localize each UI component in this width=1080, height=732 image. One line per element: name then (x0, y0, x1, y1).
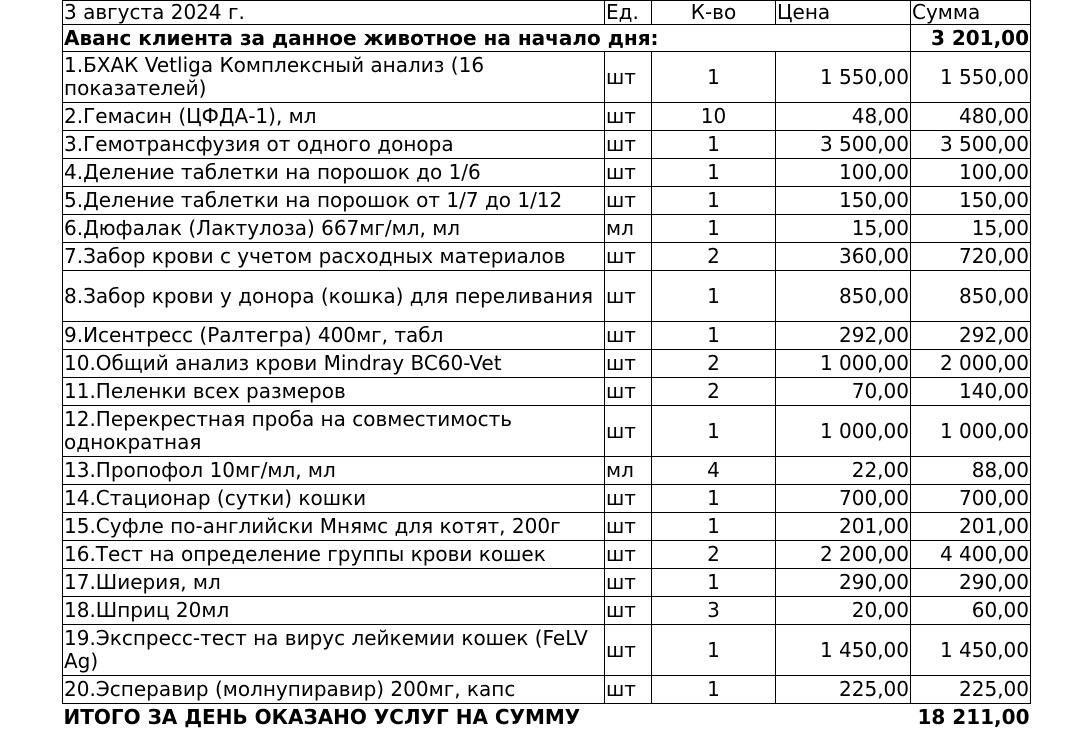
item-qty: 2 (652, 350, 776, 378)
item-sum: 225,00 (911, 676, 1031, 704)
item-sum: 700,00 (911, 485, 1031, 513)
item-qty: 1 (652, 513, 776, 541)
item-name: 20.Эсперавир (молнупиравир) 200мг, капс (63, 676, 605, 704)
item-name: 5.Деление таблетки на порошок от 1/7 до 1/12 (63, 187, 605, 215)
item-price: 290,00 (776, 569, 911, 597)
item-qty: 1 (652, 271, 776, 322)
item-price: 3 500,00 (776, 131, 911, 159)
item-price: 15,00 (776, 215, 911, 243)
item-unit: шт (605, 676, 652, 704)
item-unit: шт (605, 541, 652, 569)
item-sum: 1 550,00 (911, 52, 1031, 103)
item-sum: 1 450,00 (911, 625, 1031, 676)
table-row (63, 457, 1031, 485)
item-qty: 1 (652, 406, 776, 457)
item-qty: 1 (652, 322, 776, 350)
item-qty: 10 (652, 103, 776, 131)
item-price: 150,00 (776, 187, 911, 215)
item-price: 850,00 (776, 271, 911, 322)
item-qty: 2 (652, 243, 776, 271)
item-sum: 290,00 (911, 569, 1031, 597)
item-name: 17.Шиерия, мл (63, 569, 605, 597)
item-unit: шт (605, 485, 652, 513)
advance-spacer (776, 25, 911, 52)
item-name: 8.Забор крови у донора (кошка) для переливания (63, 271, 605, 322)
item-sum: 100,00 (911, 159, 1031, 187)
total-label: ИТОГО ЗА ДЕНЬ ОКАЗАНО УСЛУГ НА СУММУ (63, 705, 581, 729)
advance-value: 3 201,00 (911, 25, 1031, 52)
item-qty: 1 (652, 569, 776, 597)
item-qty: 1 (652, 187, 776, 215)
item-unit: мл (605, 215, 652, 243)
item-price: 100,00 (776, 159, 911, 187)
item-name: 10.Общий анализ крови Mindray BC60-Vet (63, 350, 605, 378)
item-qty: 1 (652, 52, 776, 103)
table-row (63, 215, 1031, 243)
header-sum: Сумма (911, 1, 1031, 25)
item-qty: 3 (652, 597, 776, 625)
total-row (63, 704, 1031, 732)
item-unit: шт (605, 513, 652, 541)
item-name: 19.Экспресс-тест на вирус лейкемии кошек (FeLV Ag) (63, 625, 605, 676)
item-unit: мл (605, 457, 652, 485)
table-row (63, 513, 1031, 541)
item-name: 16.Тест на определение группы крови кошек (63, 541, 605, 569)
item-unit: шт (605, 406, 652, 457)
table-row (63, 103, 1031, 131)
item-qty: 1 (652, 676, 776, 704)
item-price: 225,00 (776, 676, 911, 704)
total-value: 18 211,00 (917, 705, 1030, 729)
table-row (63, 625, 1031, 676)
item-price: 292,00 (776, 322, 911, 350)
table-row (63, 406, 1031, 457)
item-qty: 1 (652, 485, 776, 513)
item-price: 22,00 (776, 457, 911, 485)
item-qty: 2 (652, 541, 776, 569)
item-price: 1 550,00 (776, 52, 911, 103)
item-name: 11.Пеленки всех размеров (63, 378, 605, 406)
item-qty: 1 (652, 131, 776, 159)
table-row (63, 271, 1031, 322)
item-sum: 60,00 (911, 597, 1031, 625)
item-sum: 292,00 (911, 322, 1031, 350)
item-sum: 3 500,00 (911, 131, 1031, 159)
item-price: 48,00 (776, 103, 911, 131)
item-qty: 1 (652, 625, 776, 676)
table-row (63, 541, 1031, 569)
item-sum: 720,00 (911, 243, 1031, 271)
table-row (63, 159, 1031, 187)
item-sum: 2 000,00 (911, 350, 1031, 378)
invoice-table (62, 0, 1031, 731)
item-qty: 4 (652, 457, 776, 485)
item-price: 20,00 (776, 597, 911, 625)
table-row (63, 187, 1031, 215)
table-row (63, 378, 1031, 406)
table-row (63, 243, 1031, 271)
item-sum: 150,00 (911, 187, 1031, 215)
item-unit: шт (605, 350, 652, 378)
header-qty: К-во (652, 1, 776, 25)
item-price: 360,00 (776, 243, 911, 271)
item-price: 1 000,00 (776, 350, 911, 378)
header-unit: Ед. (605, 1, 652, 25)
header-row (63, 1, 1031, 25)
item-price: 201,00 (776, 513, 911, 541)
advance-label: Аванс клиента за данное животное на начало дня: (63, 25, 776, 52)
item-name: 13.Пропофол 10мг/мл, мл (63, 457, 605, 485)
header-price: Цена (776, 1, 911, 25)
item-qty: 2 (652, 378, 776, 406)
item-sum: 201,00 (911, 513, 1031, 541)
item-qty: 1 (652, 215, 776, 243)
item-name: 4.Деление таблетки на порошок до 1/6 (63, 159, 605, 187)
item-name: 18.Шприц 20мл (63, 597, 605, 625)
item-sum: 480,00 (911, 103, 1031, 131)
table-row (63, 52, 1031, 103)
item-name: 7.Забор крови с учетом расходных материалов (63, 243, 605, 271)
item-unit: шт (605, 103, 652, 131)
item-unit: шт (605, 159, 652, 187)
total-spacer (776, 704, 911, 732)
item-unit: шт (605, 322, 652, 350)
item-unit: шт (605, 625, 652, 676)
item-unit: шт (605, 378, 652, 406)
table-row (63, 597, 1031, 625)
item-name: 14.Стационар (сутки) кошки (63, 485, 605, 513)
item-qty: 1 (652, 159, 776, 187)
item-sum: 1 000,00 (911, 406, 1031, 457)
item-name: 1.БХАК Vetliga Комплексный анализ (16 показателей) (63, 52, 605, 103)
item-price: 70,00 (776, 378, 911, 406)
item-sum: 15,00 (911, 215, 1031, 243)
item-name: 3.Гемотрансфузия от одного донора (63, 131, 605, 159)
item-price: 2 200,00 (776, 541, 911, 569)
table-row (63, 676, 1031, 704)
item-sum: 850,00 (911, 271, 1031, 322)
item-name: 6.Дюфалак (Лактулоза) 667мг/мл, мл (63, 215, 605, 243)
item-name: 2.Гемасин (ЦФДА-1), мл (63, 103, 605, 131)
table-row (63, 569, 1031, 597)
item-unit: шт (605, 187, 652, 215)
item-unit: шт (605, 569, 652, 597)
item-unit: шт (605, 131, 652, 159)
item-name: 15.Суфле по-английски Мнямс для котят, 200г (63, 513, 605, 541)
table-row (63, 350, 1031, 378)
item-name: 12.Перекрестная проба на совместимость однократная (63, 406, 605, 457)
item-sum: 88,00 (911, 457, 1031, 485)
item-unit: шт (605, 243, 652, 271)
items-body (63, 52, 1031, 704)
item-unit: шт (605, 271, 652, 322)
header-date: 3 августа 2024 г. (63, 1, 605, 25)
item-sum: 140,00 (911, 378, 1031, 406)
item-sum: 4 400,00 (911, 541, 1031, 569)
table-row (63, 131, 1031, 159)
table-row (63, 322, 1031, 350)
item-unit: шт (605, 52, 652, 103)
item-price: 700,00 (776, 485, 911, 513)
item-price: 1 000,00 (776, 406, 911, 457)
item-unit: шт (605, 597, 652, 625)
item-price: 1 450,00 (776, 625, 911, 676)
advance-row (63, 25, 1031, 52)
table-row (63, 485, 1031, 513)
item-name: 9.Исентресс (Ралтегра) 400мг, табл (63, 322, 605, 350)
